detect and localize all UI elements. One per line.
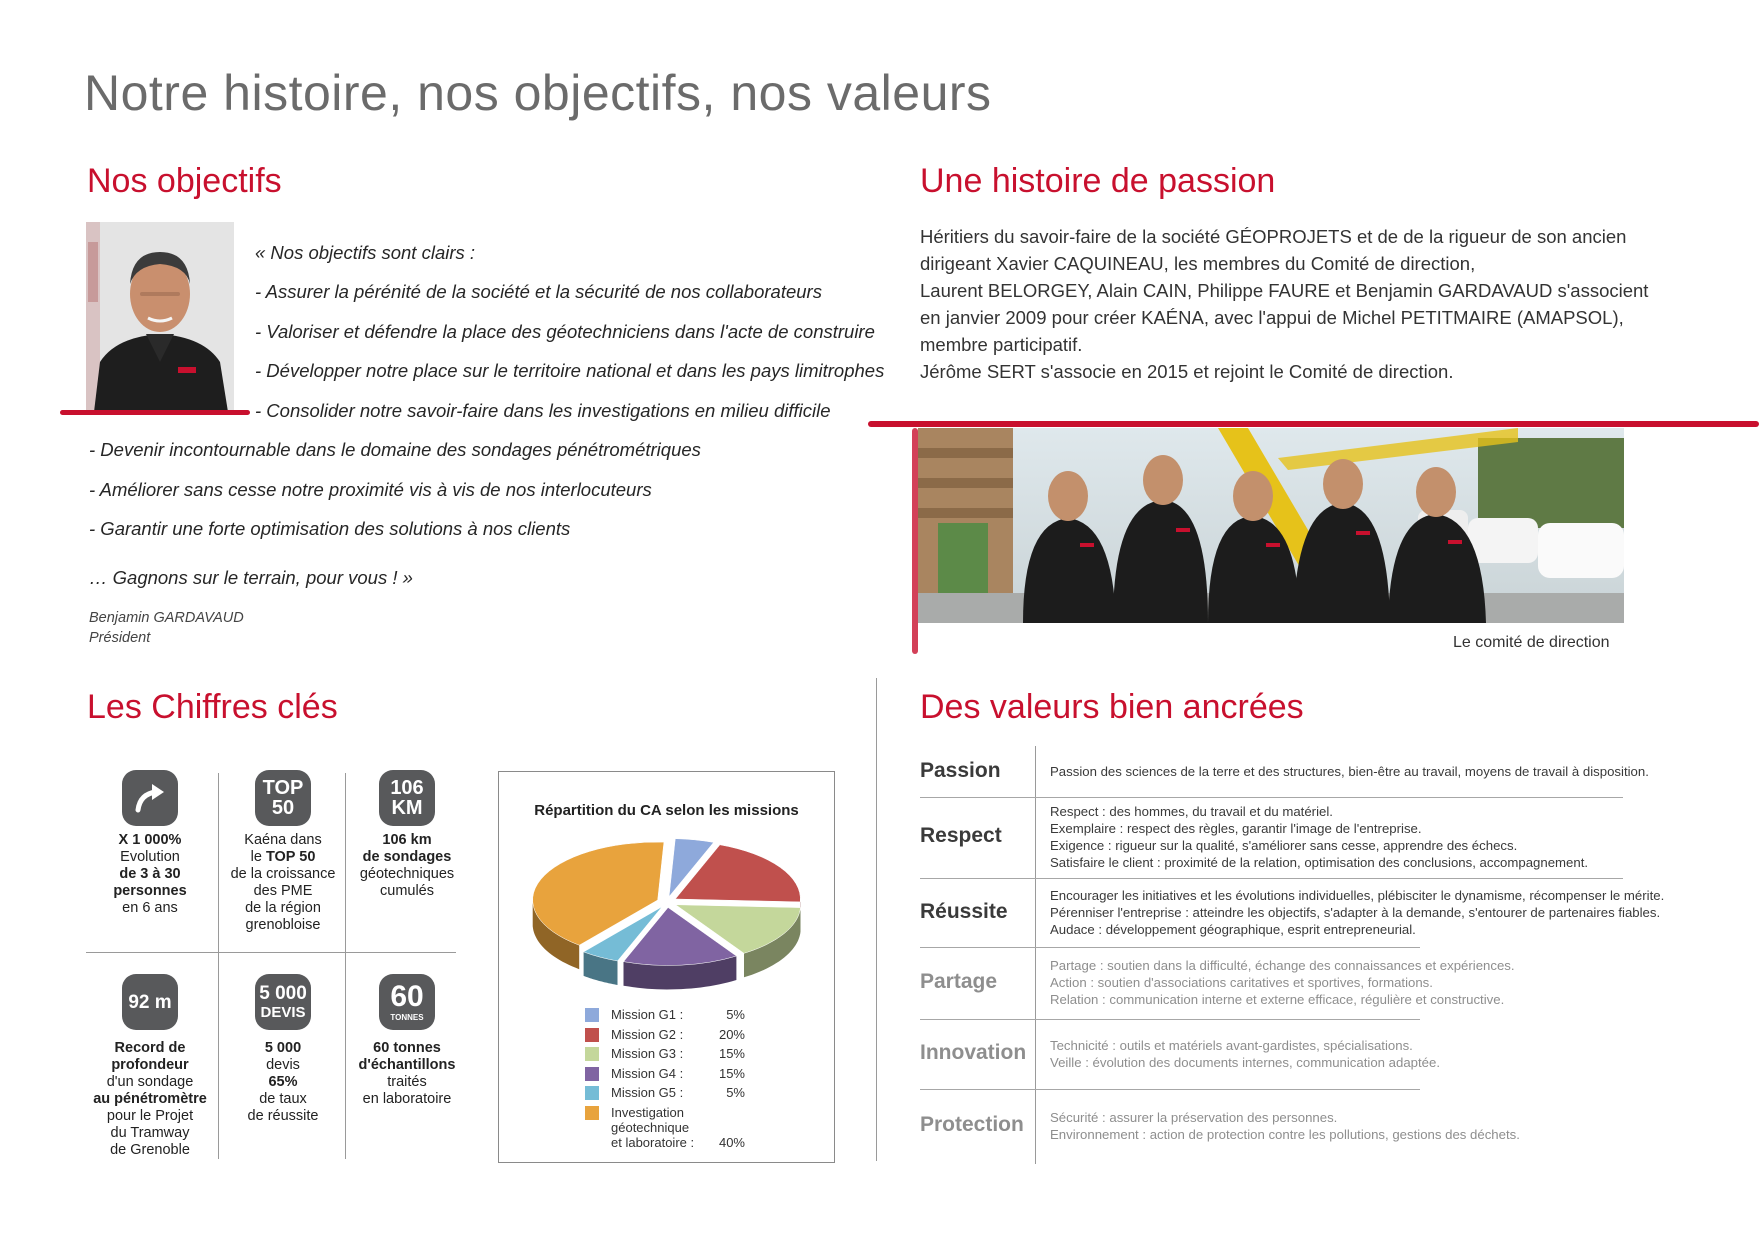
kpi-line: traités <box>387 1074 427 1090</box>
valeur-description: Technicité : outils et matériels avant-gardistes, spécialisations. Veille : évolution des documents internes, communication adaptée. <box>1050 1037 1440 1070</box>
legend-swatch <box>585 1008 599 1022</box>
kpi-line: d'échantillons <box>358 1057 456 1073</box>
quote-line: - Garantir une forte optimisation des solutions à nos clients <box>89 518 571 539</box>
red-brush-stroke <box>60 410 250 415</box>
valeur-row-separator <box>920 1089 1420 1090</box>
legend-swatch <box>585 1067 599 1081</box>
signature <box>89 608 244 648</box>
kpi-60tonnes-text <box>337 1040 477 1108</box>
histoire-line: dirigeant Xavier CAQUINEAU, les membres du Comité de direction, <box>920 253 1476 274</box>
histoire-line: Jérôme SERT s'associe en 2015 et rejoint le Comité de direction. <box>920 361 1454 382</box>
badge-top: TOP <box>262 777 304 799</box>
devis-badge-icon <box>255 974 311 1030</box>
kpi-growth-text <box>80 832 220 917</box>
valeur-label-réussite: Réussite <box>920 899 1008 923</box>
histoire-line: membre participatif. <box>920 334 1083 355</box>
kpi-92m-text <box>80 1040 220 1159</box>
kpi-line: de la région <box>245 900 321 916</box>
kpi-line: X 1 000% <box>118 832 182 848</box>
kpi-line: le TOP 50 <box>250 849 316 865</box>
badge-top: 60 <box>390 980 424 1013</box>
histoire-line: Héritiers du savoir-faire de la société GÉOPROJETS et de de la rigueur de son ancien <box>920 226 1627 247</box>
kpi-line: de taux <box>259 1091 307 1107</box>
legend-value: 20% <box>718 1026 745 1042</box>
legend-item <box>585 1046 745 1061</box>
kpi-line: de réussite <box>247 1108 319 1124</box>
valeurs-title: Des valeurs bien ancrées <box>920 688 1304 726</box>
valeur-description: Sécurité : assurer la préservation des personnes. Environnement : action de protection contre les pollutions, gestions des déchets. <box>1050 1110 1520 1142</box>
objectifs-title: Nos objectifs <box>87 162 282 200</box>
kpi-line: du Tramway <box>110 1125 190 1141</box>
kpi-5000devis-text <box>213 1040 353 1125</box>
kpi-92m <box>122 974 178 1030</box>
kpi-line: géotechniques <box>359 866 455 882</box>
quote-line: - Devenir incontournable dans le domaine des sondages pénétrométriques <box>89 439 701 460</box>
kpi-line: 65% <box>268 1074 298 1090</box>
valeur-row-separator <box>920 947 1420 948</box>
page-title: Notre histoire, nos objectifs, nos valeurs <box>84 65 992 121</box>
depth-badge-icon <box>122 974 178 1030</box>
team-photo <box>918 428 1624 623</box>
kpi-line: d'un sondage <box>106 1074 194 1090</box>
legend-label: Mission G4 : <box>611 1065 684 1081</box>
kpi-top50-text <box>213 832 353 934</box>
valeur-description: Passion des sciences de la terre et des structures, bien-être au travail, moyens de travail à disposition. <box>1050 764 1649 779</box>
badge-bottom: DEVIS <box>260 1004 306 1021</box>
legend-item <box>585 1085 745 1100</box>
legend-label: Mission G3 : <box>611 1046 684 1061</box>
kpi-line: 60 tonnes <box>373 1040 441 1056</box>
kpi-line: de la croissance <box>230 866 336 882</box>
valeur-description: Partage : soutien dans la difficulté, échange des connaissances et expériences. Action : soutien d'associations caritatives et sportives, formations. Relation : communication interne et externe efficace, régulière et constructive. <box>1050 958 1515 1007</box>
kpi-line: Evolution <box>120 849 180 865</box>
portrait-photo <box>86 222 234 412</box>
badge-bottom: TONNES <box>390 1013 424 1022</box>
histoire-title: Une histoire de passion <box>920 162 1276 200</box>
legend-swatch <box>585 1028 599 1042</box>
legend-value: 5% <box>726 1085 745 1100</box>
quote-line: - Améliorer sans cesse notre proximité vis à vis de nos interlocuteurs <box>89 479 652 500</box>
kpi-line: Kaéna dans <box>244 832 322 848</box>
quote-line: - Assurer la pérénité de la société et la sécurité de nos collaborateurs <box>255 281 822 302</box>
kpi-line: de sondages <box>362 849 452 865</box>
legend-item <box>585 1027 745 1042</box>
pie-chart-box <box>498 771 835 1163</box>
legend-value: 40% <box>718 1134 745 1150</box>
legend-label: Mission G2 : <box>611 1026 684 1042</box>
legend-swatch <box>585 1047 599 1061</box>
histoire-line: en janvier 2009 pour créer KAÉNA, avec l'appui de Michel PETITMAIRE (AMAPSOL), <box>920 307 1624 328</box>
kpi-grid-line <box>86 952 456 953</box>
histoire-text <box>920 223 1680 385</box>
pie-chart <box>499 827 834 1007</box>
valeur-row-separator <box>920 878 1623 879</box>
kpi-5000devis <box>255 974 311 1030</box>
kpi-line: en laboratoire <box>362 1091 452 1107</box>
quote-line: - Valoriser et défendre la place des géotechniciens dans l'acte de construire <box>255 321 875 342</box>
legend-swatch <box>585 1086 599 1100</box>
kpi-line: devis <box>266 1057 300 1073</box>
signature-name: Benjamin GARDAVAUD <box>89 610 244 626</box>
kpi-line: de 3 à 30 <box>119 866 181 882</box>
chart-title: Répartition du CA selon les missions <box>534 802 799 819</box>
histoire-line: Laurent BELORGEY, Alain CAIN, Philippe FAURE et Benjamin GARDAVAUD s'associent <box>920 280 1649 301</box>
kpi-line: pour le Projet <box>106 1108 194 1124</box>
kpi-top50 <box>255 770 311 826</box>
valeur-description: Encourager les initiatives et les évolutions individuelles, plébisciter le dynamisme, récompenser le mérite. Pérenniser l'entreprise : atteindre les objectifs, s'adapter à la demande, s'entourer de partenaires fiables. Audace : développement géographique, esprit entrepreneurial. <box>1050 888 1665 937</box>
pie-slice-6 <box>533 842 664 945</box>
badge-top: 5 000 <box>259 983 307 1004</box>
legend-item <box>585 1105 745 1150</box>
legend-item <box>585 1066 745 1081</box>
legend-item <box>585 1007 745 1022</box>
valeur-row-separator <box>920 797 1623 798</box>
kpi-line: grenobloise <box>245 917 321 933</box>
legend-swatch <box>585 1106 599 1120</box>
kpi-top50-highlight: TOP 50 <box>265 849 316 865</box>
kpi-line: au pénétromètre <box>93 1091 207 1107</box>
valeur-label-protection: Protection <box>920 1113 1024 1136</box>
signature-role: Président <box>89 630 151 646</box>
section-divider <box>876 678 877 1161</box>
kpi-line: profondeur <box>111 1057 189 1073</box>
kpi-line: 106 km <box>382 832 432 848</box>
valeur-label-partage: Partage <box>920 969 998 993</box>
kpi-line: Record de <box>114 1040 186 1056</box>
valeur-description: Respect : des hommes, du travail et du matériel. Exemplaire : respect des règles, garantir l'image de l'entreprise. Exigence : rigueur sur la qualité, s'améliorer sans cesse, apprendre des échecs. Satisfaire le client : proximité de la relation, optimisation des conclusions, accompagnement. <box>1050 804 1589 870</box>
valeur-label-innovation: Innovation <box>920 1040 1027 1064</box>
growth-arrow-icon <box>122 770 178 826</box>
legend-value: 15% <box>718 1065 745 1081</box>
kpi-line: de Grenoble <box>110 1142 190 1158</box>
legend-label: Investigation géotechnique et laboratoire : <box>611 1104 695 1150</box>
legend-value: 5% <box>726 1007 745 1022</box>
kpi-60tonnes <box>379 974 435 1030</box>
quote-line: « Nos objectifs sont clairs : <box>255 242 476 263</box>
legend-label: Mission G5 : <box>611 1085 684 1100</box>
badge-bottom: KM <box>391 797 423 819</box>
chiffres-title: Les Chiffres clés <box>87 688 338 726</box>
photo-caption: Le comité de direction <box>1453 634 1610 651</box>
valeur-row-separator <box>920 1019 1420 1020</box>
kpi-line: 5 000 <box>264 1040 302 1056</box>
badge-bottom: 50 <box>271 797 295 819</box>
badge-top: 92 m <box>128 991 172 1013</box>
kpi-106km-text <box>337 832 477 900</box>
legend-value: 15% <box>718 1046 745 1061</box>
valeurs-divider <box>1035 746 1036 1164</box>
red-brush-stroke <box>868 421 1759 427</box>
valeur-label-passion: Passion <box>920 758 1001 782</box>
kpi-106km <box>379 770 435 826</box>
km-badge-icon <box>379 770 435 826</box>
kpi-line: des PME <box>253 883 313 899</box>
quote-line: … Gagnons sur le terrain, pour vous ! » <box>89 567 413 588</box>
top50-badge-icon <box>255 770 311 826</box>
valeur-label-respect: Respect <box>920 824 1002 847</box>
kpi-line: cumulés <box>380 883 434 899</box>
kpi-growth <box>122 770 178 826</box>
quote-line: - Développer notre place sur le territoire national et dans les pays limitrophes <box>255 360 885 381</box>
kpi-line: personnes <box>113 883 187 899</box>
legend-label: Mission G1 : <box>611 1007 684 1022</box>
badge-top: 106 <box>390 777 424 799</box>
tonnes-badge-icon <box>379 974 435 1030</box>
kpi-line: en 6 ans <box>122 900 178 916</box>
quote-line: - Consolider notre savoir-faire dans les investigations en milieu difficile <box>255 400 831 421</box>
